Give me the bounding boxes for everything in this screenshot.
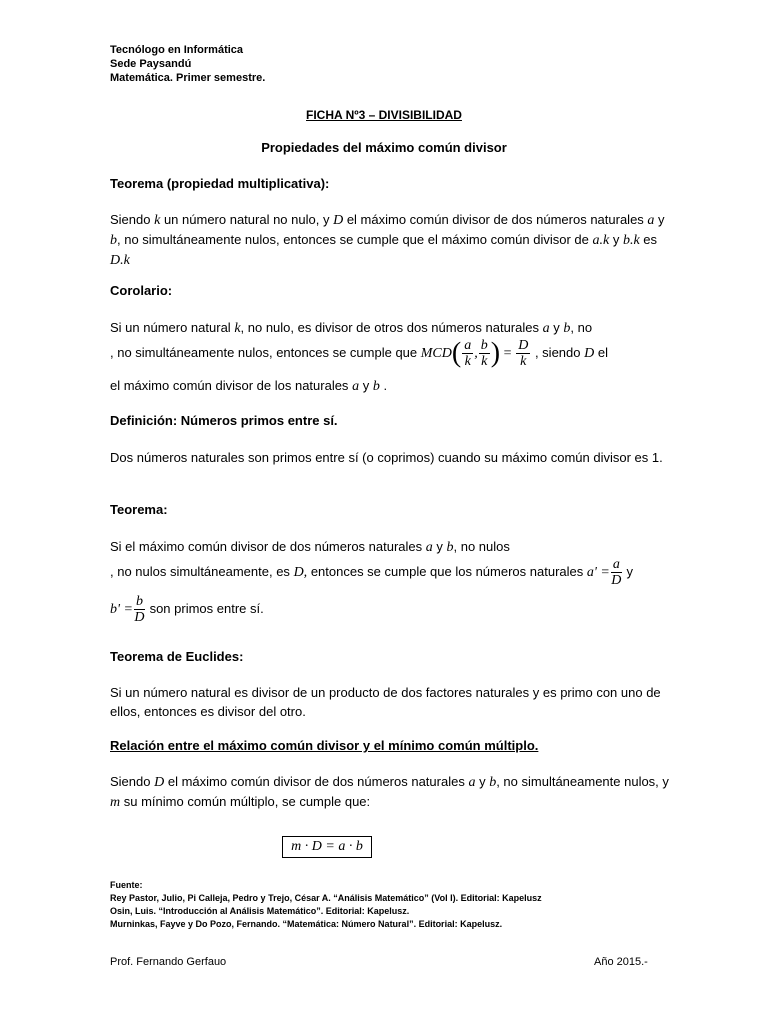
sources-label: Fuente: [110, 880, 143, 890]
lcm-gcd-formula-box: m · D = a · b [282, 836, 372, 858]
fraction-b-k: $\frac{b}{k}$ [480, 338, 488, 369]
definition-text: Dos números naturales son primos entre sí (o coprimos) cuando su máximo común divisor es 1. [110, 450, 663, 465]
theorem2-line-1: Si el máximo común divisor de dos números naturales a y b, no nulos [110, 539, 510, 555]
header-line-1: Tecnólogo en Informática [110, 44, 244, 56]
document-title: FICHA Nº3 – DIVISIBILIDAD [306, 108, 462, 122]
theorem2-line-2: , no nulos simultáneamente, es D, entonces se cumple que los números naturales a' = $\frac{a}{D}$ y [110, 557, 633, 588]
theorem2-line-3: b' = $\frac{b}{D}$ son primos entre sí. [110, 594, 264, 625]
relation-text: Siendo D el máximo común divisor de dos números naturales a y b, no simultáneamente nulos, y m su mínimo común múltiplo, se cumple que: [110, 774, 669, 810]
fraction-a-D: $\frac{a}{D}$ [611, 557, 622, 588]
definition-heading: Definición: Números primos entre sí. [110, 413, 338, 428]
fraction-D-k: $\frac{D}{k}$ [518, 338, 529, 369]
header-line-3: Matemática. Primer semestre. [110, 72, 266, 84]
source-ref-1: Rey Pastor, Julio, Pi Calleja, Pedro y Trejo, César A. “Análisis Matemático” (Vol I). Editorial: Kapelusz [110, 893, 542, 903]
mcd-formula: MCD( $\frac{a}{k}$ , $\frac{b}{k}$ ) = $\frac{D}{k}$ [420, 337, 529, 369]
relation-heading: Relación entre el máximo común divisor y el mínimo común múltiplo. [110, 738, 539, 753]
euclid-text: Si un número natural es divisor de un producto de dos factores naturales y es primo con uno de ellos, entonces es divisor del otro. [110, 685, 661, 719]
fraction-b-D: $\frac{b}{D}$ [134, 594, 145, 625]
document-subtitle: Propiedades del máximo común divisor [261, 140, 507, 155]
footer-year: Año 2015.- [594, 956, 648, 968]
theorem1-heading: Teorema (propiedad multiplicativa): [110, 176, 330, 191]
footer-author: Prof. Fernando Gerfauo [110, 956, 227, 968]
theorem2-heading: Teorema: [110, 502, 168, 517]
corollary-line-3: el máximo común divisor de los naturales a y b . [110, 378, 388, 394]
sources [110, 879, 542, 931]
corollary-line-2: , no simultáneamente nulos, entonces se cumple que MCD( $\frac{a}{k}$ , $\frac{b}{k}$ ) = $\frac{D}{k}$ , siendo D el [110, 337, 608, 369]
euclid-heading: Teorema de Euclides: [110, 649, 244, 664]
theorem1-text: Siendo k un número natural no nulo, y D el máximo común divisor de dos números naturales a y b, no simultáneamente nulos, entonces se cumple que el máximo común divisor de a.k y b.k es D.k [110, 212, 665, 268]
header-line-2: Sede Paysandú [110, 58, 192, 70]
fraction-a-k: $\frac{a}{k}$ [464, 338, 472, 369]
document-header [110, 43, 265, 85]
source-ref-3: Murninkas, Fayve y Do Pozo, Fernando. “Matemática: Número Natural”. Editorial: Kapelusz. [110, 919, 503, 929]
corollary-heading: Corolario: [110, 283, 173, 298]
corollary-line-1: Si un número natural k, no nulo, es divisor de otros dos números naturales a y b, no [110, 320, 593, 336]
source-ref-2: Osin, Luis. “Introducción al Análisis Matemático”. Editorial: Kapelusz. [110, 906, 410, 916]
